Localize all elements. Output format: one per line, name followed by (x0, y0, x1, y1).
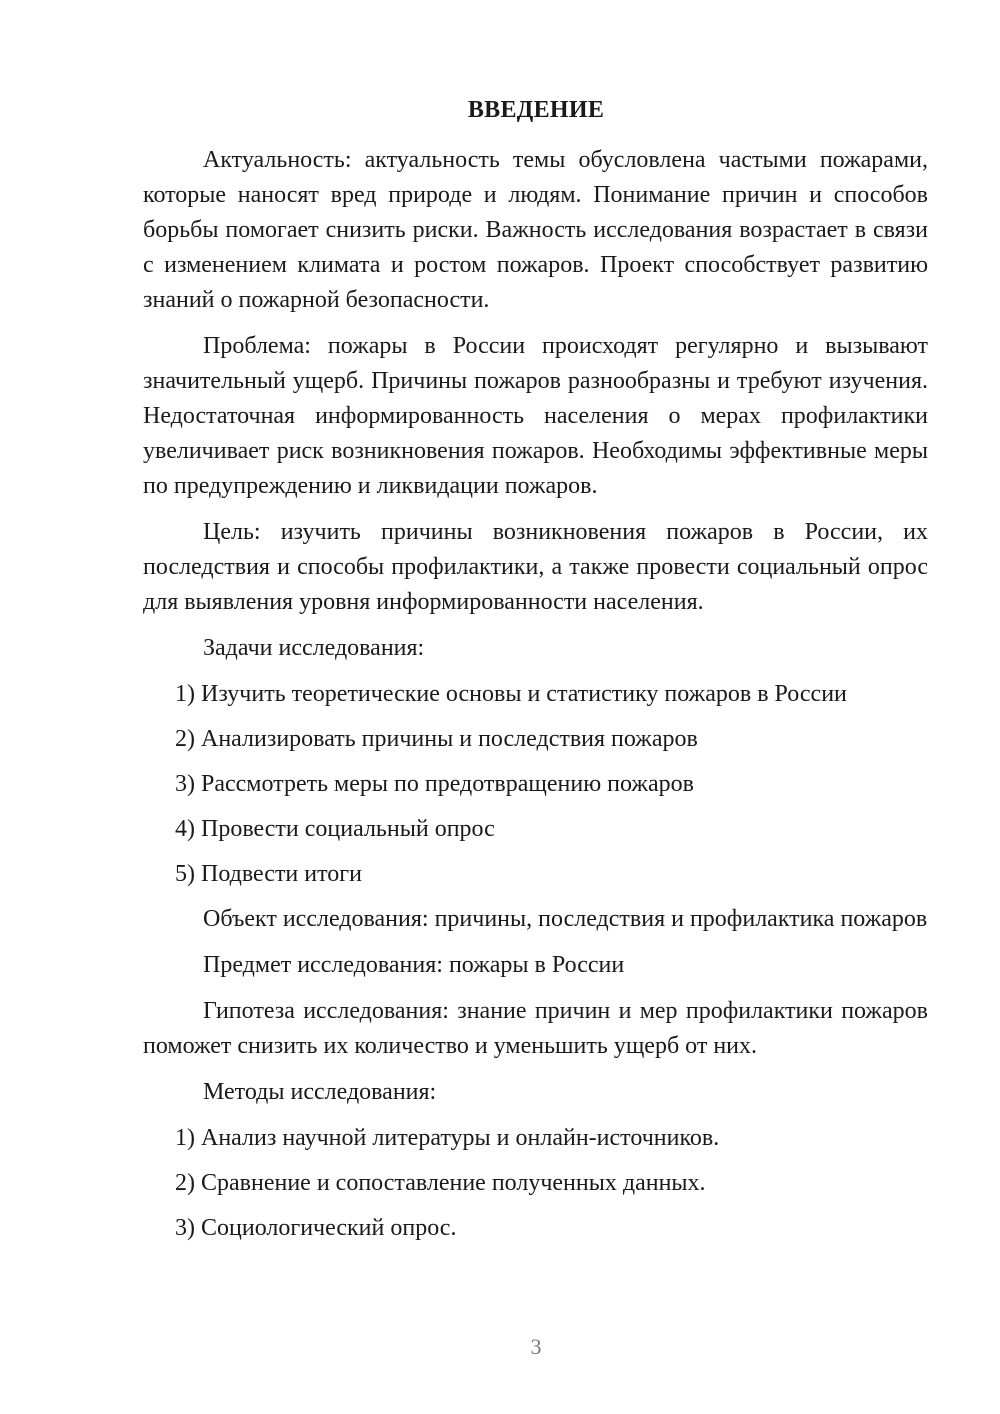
list-item: 2) Анализировать причины и последствия пожаров (175, 726, 698, 752)
tasks-heading: Задачи исследования: (203, 635, 425, 661)
tasks-list (143, 677, 928, 892)
methods-list (143, 1121, 928, 1246)
relevance-paragraph: Актуальность: актуальность темы обусловлена частыми пожарами, которые наносят вред природе и людям. Понимание причин и способов борьбы помогает снизить риски. Важность исследования возрастает в связи с изменением климата и ростом пожаров. Проект способствует развитию знаний о пожарной безопасности. (143, 147, 928, 313)
methods-heading: Методы исследования: (203, 1079, 437, 1105)
problem-paragraph: Проблема: пожары в России происходят регулярно и вызывают значительный ущерб. Причины пожаров разнообразны и требуют изучения. Недостаточная информированность населения о мерах профилактики увеличивает риск возникновения пожаров. Необходимы эффективные меры по предупреждению и ликвидации пожаров. (143, 333, 928, 499)
list-item: 5) Подвести итоги (175, 861, 362, 887)
list-item: 4) Провести социальный опрос (175, 816, 495, 842)
list-item: 3) Рассмотреть меры по предотвращению пожаров (175, 771, 694, 797)
subject-paragraph: Предмет исследования: пожары в России (203, 952, 625, 978)
list-item: 1) Изучить теоретические основы и статистику пожаров в России (175, 681, 847, 707)
list-item: 1) Анализ научной литературы и онлайн-источников. (175, 1125, 720, 1151)
hypothesis-paragraph: Гипотеза исследования: знание причин и мер профилактики пожаров поможет снизить их количество и уменьшить ущерб от них. (143, 998, 928, 1059)
document-body (143, 143, 928, 1256)
goal-paragraph: Цель: изучить причины возникновения пожаров в России, их последствия и способы профилактики, а также провести социальный опрос для выявления уровня информированности населения. (143, 519, 928, 615)
object-paragraph: Объект исследования: причины, последствия и профилактика пожаров (203, 906, 928, 932)
page-number: 3 (530, 1334, 542, 1359)
list-item: 2) Сравнение и сопоставление полученных данных. (175, 1170, 706, 1196)
list-item: 3) Социологический опрос. (175, 1215, 457, 1241)
document-title: ВВЕДЕНИЕ (467, 97, 605, 123)
